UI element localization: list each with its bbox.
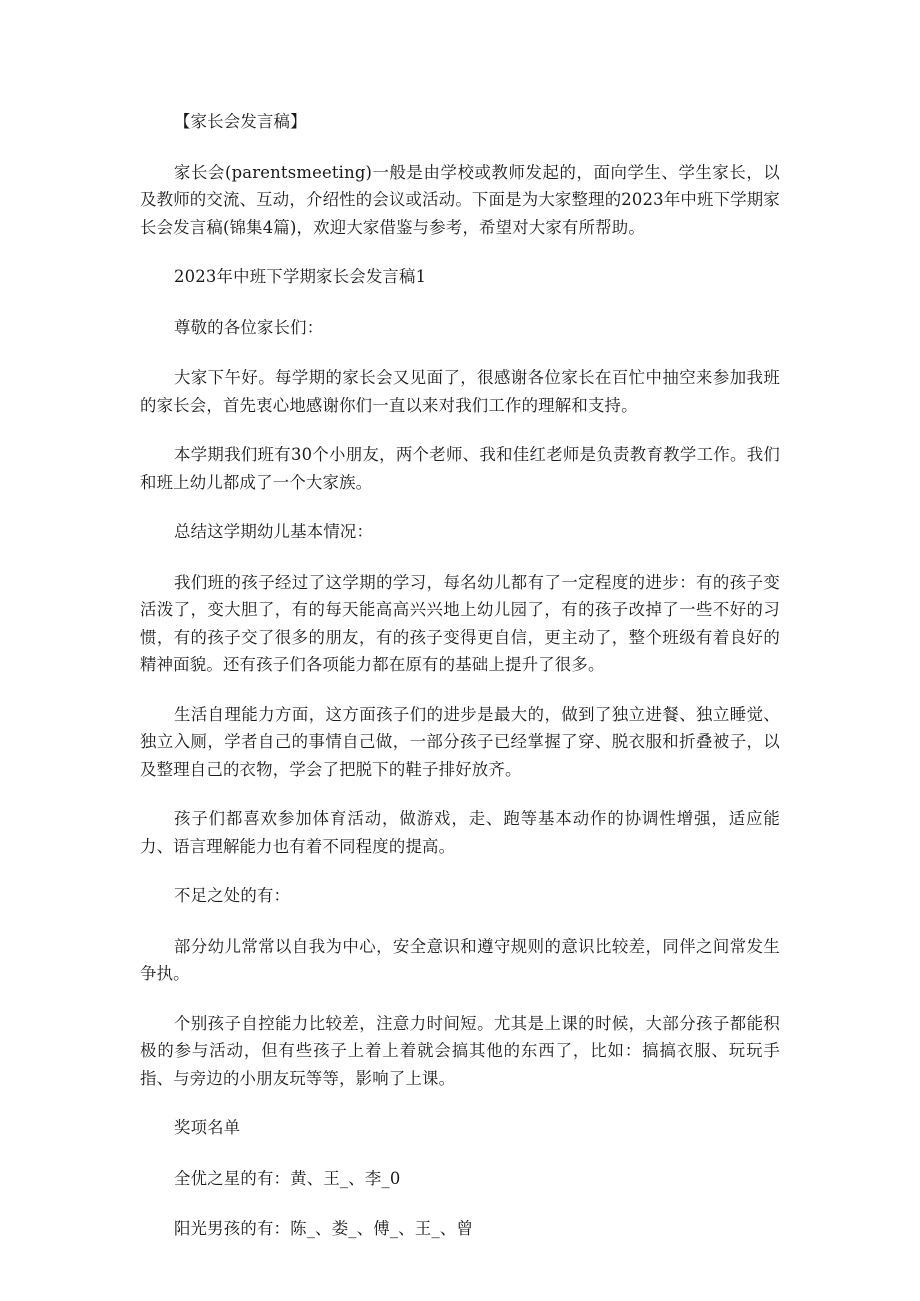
award-line: 阳光男孩的有：陈_、娄_、傅_、王_、曾 — [174, 1219, 474, 1238]
body-paragraph: 本学期我们班有30个小朋友，两个老师、我和佳红老师是负责教育教学工作。我们和班上幼儿都成了一个大家族。 — [140, 445, 780, 492]
body-paragraph: 部分幼儿常常以自我为中心，安全意识和遵守规则的意识比较差，同伴之间常发生争执。 — [140, 936, 780, 983]
salutation: 尊敬的各位家长们： — [174, 317, 324, 337]
shortcomings-heading: 不足之处的有： — [174, 886, 291, 905]
body-paragraph: 我们班的孩子经过了这学期的学习，每名幼儿都有了一定程度的进步：有的孩子变活泼了，变大胆了，有的每天能高高兴兴地上幼儿园了，有的孩子改掉了一些不好的习惯，有的孩子交了很多的朋友，有的孩子变得更自信，更主动了，整个班级有着良好的精神面貌。还有孩子们各项能力都在原有的基础上提升了很多。 — [140, 572, 780, 674]
body-paragraph: 个别孩子自控能力比较差，注意力时间短。尤其是上课的时候，大部分孩子都能积极的参与活动，但有些孩子上着上着就会搞其他的东西了，比如：搞搞衣服、玩玩手指、与旁边的小朋友玩等等，影响了上课。 — [140, 1013, 780, 1088]
body-paragraph: 生活自理能力方面，这方面孩子们的进步是最大的，做到了独立进餐、独立睡觉、独立入厕，学者自己的事情自己做，一部分孩子已经掌握了穿、脱衣服和折叠被子，以及整理自己的衣物，学会了把脱下的鞋子排好放齐。 — [140, 704, 780, 779]
body-paragraph: 孩子们都喜欢参加体育活动，做游戏，走、跑等基本动作的协调性增强，适应能力、语言理解能力也有着不同程度的提高。 — [140, 809, 780, 856]
document-tag-title: 【家长会发言稿】 — [174, 112, 307, 131]
intro-paragraph: 家长会(parentsmeeting)一般是由学校或教师发起的，面向学生、学生家长，以及教师的交流、互动，介绍性的会议或活动。下面是为大家整理的2023年中班下学期家长会发言稿(锦集4篇)，欢迎大家借鉴与参考，希望对大家有所帮助。 — [140, 162, 780, 237]
section-title: 2023年中班下学期家长会发言稿1 — [174, 267, 427, 286]
award-line: 全优之星的有：黄、王_、李_0 — [174, 1168, 401, 1188]
body-paragraph: 大家下午好。每学期的家长会又见面了，很感谢各位家长在百忙中抽空来参加我班的家长会，首先衷心地感谢你们一直以来对我们工作的理解和支持。 — [140, 368, 780, 415]
summary-heading: 总结这学期幼儿基本情况： — [174, 522, 374, 541]
awards-heading: 奖项名单 — [174, 1118, 241, 1137]
